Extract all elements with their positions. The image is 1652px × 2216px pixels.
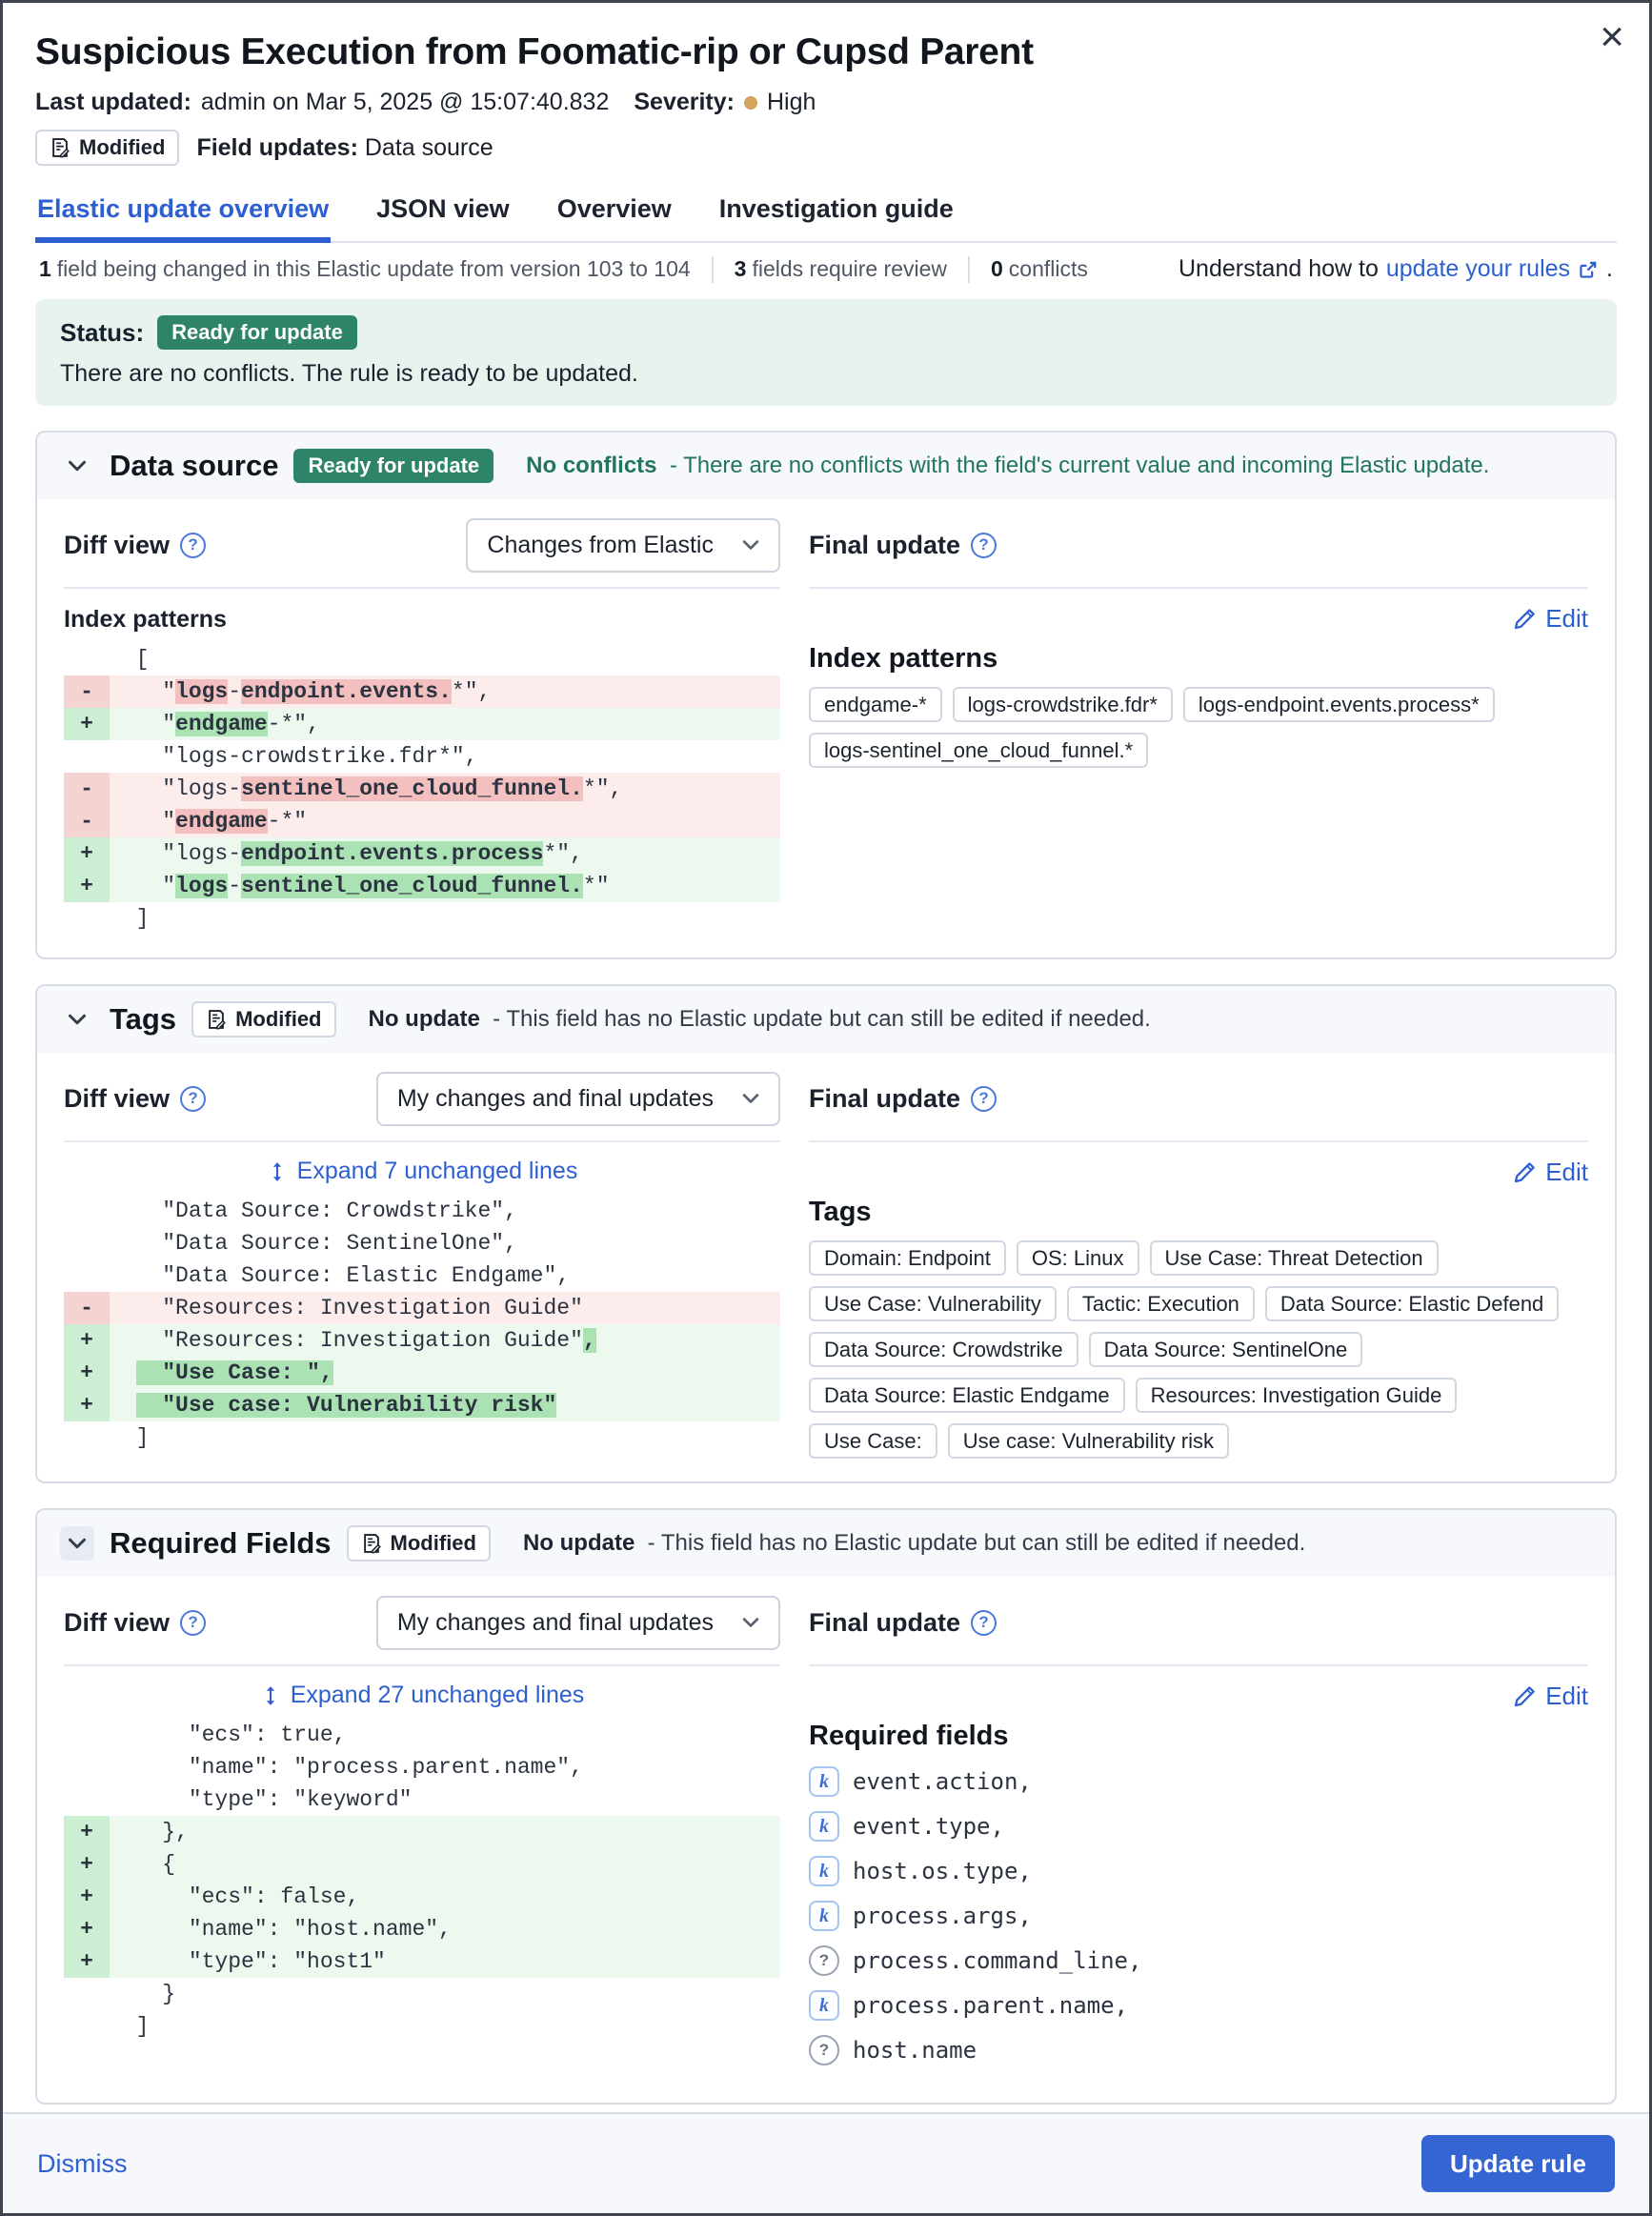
diff-column <box>64 1594 780 2080</box>
diff-line <box>64 1913 780 1945</box>
diff-view-select[interactable]: My changes and final updates <box>376 1072 780 1126</box>
update-counts <box>39 256 1088 283</box>
diff-line-text: "Data Source: Crowdstrike", <box>110 1199 517 1223</box>
status-ready-badge: Ready for update <box>157 315 357 350</box>
severity-value: High <box>766 89 816 115</box>
section-body <box>37 1053 1615 1481</box>
diff-line-text: "endgame-*" <box>110 809 308 834</box>
diff-line-text: { <box>110 1852 176 1877</box>
final-update-label: Final update ? <box>809 1084 997 1114</box>
help-icon[interactable]: ? <box>971 533 997 558</box>
tab-bar <box>35 187 1617 243</box>
diff-line-text: "Data Source: Elastic Endgame", <box>110 1263 571 1288</box>
diff-line-text: ] <box>110 1425 150 1450</box>
tag-badge: Resources: Investigation Guide <box>1136 1378 1458 1413</box>
section-header <box>37 986 1615 1053</box>
diff-view-label: Diff view ? <box>64 1084 206 1114</box>
diff-gutter-sign <box>64 1978 110 2010</box>
tag-badge: Domain: Endpoint <box>809 1240 1006 1276</box>
required-field-name: event.type, <box>853 1813 1004 1840</box>
diff-gutter-sign: + <box>64 1357 110 1389</box>
rule-badges-row <box>35 130 1617 166</box>
help-icon[interactable]: ? <box>971 1610 997 1636</box>
status-panel <box>35 299 1617 406</box>
diff-line <box>64 902 780 935</box>
section-status-text: No conflicts - There are no conflicts with the field's current value and incoming Elastic update. <box>526 453 1490 478</box>
flyout-content <box>3 3 1649 2112</box>
diff-line-text: }, <box>110 1820 189 1844</box>
diff-gutter-sign <box>64 1227 110 1259</box>
diff-line <box>64 740 780 773</box>
diff-line-text: "logs-endpoint.events.*", <box>110 679 492 704</box>
diff-line-text: "Use Case: ", <box>135 1360 333 1385</box>
diff-line-text: [ <box>110 647 150 672</box>
keyword-token-icon: k <box>809 1766 839 1797</box>
tag-badge: Tactic: Execution <box>1067 1286 1255 1321</box>
diff-line-text: "logs-crowdstrike.fdr*", <box>110 744 478 769</box>
diff-code-block <box>64 1195 780 1454</box>
diff-gutter-sign <box>64 1751 110 1783</box>
status-label: Status: <box>60 317 145 347</box>
unknown-token-icon: ? <box>809 1945 839 1976</box>
diff-line <box>64 773 780 805</box>
index-pattern-badge: logs-crowdstrike.fdr* <box>953 687 1173 722</box>
diff-column <box>64 1070 780 1459</box>
final-update-column <box>809 1070 1588 1459</box>
diff-gutter-sign <box>64 2010 110 2043</box>
separator <box>968 256 970 283</box>
document-edit-icon <box>206 1009 227 1030</box>
diff-line <box>64 643 780 675</box>
index-pattern-badge: logs-endpoint.events.process* <box>1183 687 1495 722</box>
diff-line <box>64 1881 780 1913</box>
diff-gutter-sign: - <box>64 675 110 708</box>
required-field-item <box>809 1990 1588 2021</box>
diff-gutter-sign <box>64 1783 110 1816</box>
page-title: Suspicious Execution from Foomatic-rip or Cupsd Parent <box>35 31 1034 72</box>
diff-line-text: "Resources: Investigation Guide", <box>110 1328 596 1353</box>
diff-line-text: "Use case: Vulnerability risk" <box>135 1393 557 1418</box>
modified-badge: Modified <box>191 1001 335 1037</box>
pencil-icon <box>1513 608 1536 631</box>
diff-column <box>64 516 780 935</box>
edit-button[interactable]: Edit <box>1513 604 1588 634</box>
diff-line <box>64 1195 780 1227</box>
required-field-item <box>809 1856 1588 1886</box>
required-field-item <box>809 1901 1588 1931</box>
diff-line <box>64 1324 780 1357</box>
diff-line <box>64 1848 780 1881</box>
keyword-token-icon: k <box>809 1901 839 1931</box>
diff-line <box>64 1945 780 1978</box>
expand-unchanged-link[interactable]: Expand 7 unchanged lines <box>64 1158 780 1185</box>
help-line <box>1179 255 1613 283</box>
diff-line <box>64 675 780 708</box>
chevron-down-icon <box>740 534 761 555</box>
field-sections <box>35 431 1617 2105</box>
help-icon[interactable]: ? <box>180 1086 206 1112</box>
help-icon[interactable]: ? <box>180 1610 206 1636</box>
diff-view-label: Diff view ? <box>64 531 206 560</box>
final-update-label: Final update ? <box>809 1608 997 1638</box>
keyword-token-icon: k <box>809 1990 839 2021</box>
tag-badge: Use case: Vulnerability risk <box>948 1423 1229 1459</box>
diff-line-text: "logs-sentinel_one_cloud_funnel.*" <box>110 874 610 898</box>
update-rule-button[interactable]: Update rule <box>1421 2135 1615 2192</box>
diff-code-block <box>64 1719 780 2043</box>
section-body <box>37 1577 1615 2103</box>
diff-gutter-sign: + <box>64 1913 110 1945</box>
diff-gutter-sign: + <box>64 1945 110 1978</box>
diff-gutter-sign: - <box>64 805 110 837</box>
diff-line <box>64 805 780 837</box>
required-field-name: host.os.type, <box>853 1858 1032 1884</box>
external-link-icon <box>1578 259 1599 280</box>
tag-badge: Use Case: Threat Detection <box>1150 1240 1439 1276</box>
diff-gutter-sign: + <box>64 708 110 740</box>
required-field-name: process.parent.name, <box>853 1992 1128 2019</box>
pencil-icon <box>1513 1685 1536 1708</box>
diff-view-select[interactable]: My changes and final updates <box>376 1596 780 1650</box>
diff-line <box>64 870 780 902</box>
diff-line-text: "type": "host1" <box>110 1949 386 1974</box>
update-summary-bar <box>35 243 1617 293</box>
tab-overview[interactable]: Overview <box>556 194 672 223</box>
diff-gutter-sign: + <box>64 870 110 902</box>
diff-view-label: Diff view ? <box>64 1608 206 1638</box>
diff-line <box>64 1357 780 1389</box>
field-updates-label: Field updates: <box>196 133 358 161</box>
diff-view-select[interactable]: Changes from Elastic <box>466 518 780 573</box>
tag-badge: Data Source: SentinelOne <box>1089 1332 1363 1367</box>
diff-gutter-sign: + <box>64 1881 110 1913</box>
required-field-name: event.action, <box>853 1768 1032 1795</box>
modified-badge: Modified <box>347 1525 491 1561</box>
diff-line <box>64 1751 780 1783</box>
diff-gutter-sign <box>64 1421 110 1454</box>
unknown-token-icon: ? <box>809 2035 839 2065</box>
chevron-down-icon <box>740 1088 761 1109</box>
chevron-down-icon[interactable] <box>60 1526 94 1561</box>
required-field-name: host.name <box>853 2037 977 2064</box>
diff-gutter-sign <box>64 1259 110 1292</box>
diff-gutter-sign <box>64 1195 110 1227</box>
diff-line <box>64 2010 780 2043</box>
tag-badge: Use Case: <box>809 1423 937 1459</box>
diff-gutter-sign: + <box>64 837 110 870</box>
help-icon[interactable]: ? <box>971 1086 997 1112</box>
chevron-down-icon[interactable] <box>60 1002 94 1037</box>
edit-button[interactable]: Edit <box>1513 1682 1588 1711</box>
modified-badge-label: Modified <box>79 135 166 159</box>
section-header <box>37 433 1615 499</box>
tab-investigation-guide[interactable]: Investigation guide <box>718 194 954 223</box>
diff-line-text: } <box>110 1982 176 2006</box>
diff-line-text: "name": "process.parent.name", <box>110 1755 583 1780</box>
field-section-data-source <box>35 431 1617 959</box>
diff-gutter-sign: + <box>64 1324 110 1357</box>
keyword-token-icon: k <box>809 1856 839 1886</box>
close-icon[interactable]: × <box>1600 13 1624 60</box>
badge-list <box>809 687 1588 768</box>
chevron-down-icon <box>740 1612 761 1633</box>
diff-line-text: "endgame-*", <box>110 712 320 736</box>
diff-line-text: "logs-endpoint.events.process*", <box>110 841 583 866</box>
index-pattern-badge: logs-sentinel_one_cloud_funnel.* <box>809 733 1148 768</box>
section-status-text: No update - This field has no Elastic update but can still be edited if needed. <box>522 1530 1306 1556</box>
expand-unchanged-link[interactable]: Expand 27 unchanged lines <box>64 1682 780 1709</box>
tag-badge: Data Source: Elastic Defend <box>1265 1286 1559 1321</box>
section-body <box>37 499 1615 957</box>
required-field-item <box>809 1811 1588 1842</box>
index-pattern-badge: endgame-* <box>809 687 942 722</box>
update-count: 0 conflicts <box>991 256 1088 281</box>
dismiss-button[interactable]: Dismiss <box>37 2148 128 2178</box>
diff-gutter-sign <box>64 740 110 773</box>
diff-line-text: "Resources: Investigation Guide" <box>110 1296 583 1320</box>
final-update-heading: Required fields <box>809 1721 1009 1751</box>
final-update-label: Final update ? <box>809 531 997 560</box>
required-field-name: process.args, <box>853 1903 1032 1929</box>
diff-code-block <box>64 643 780 935</box>
severity-high-dot-icon <box>744 96 757 110</box>
pencil-icon <box>1513 1161 1536 1184</box>
modified-badge <box>35 130 179 166</box>
expand-arrows-icon <box>260 1685 281 1706</box>
tag-badge: Use Case: Vulnerability <box>809 1286 1057 1321</box>
required-field-item <box>809 2035 1588 2065</box>
last-updated-value: admin on Mar 5, 2025 @ 15:07:40.832 <box>200 89 610 115</box>
diff-line-text: ] <box>110 906 150 931</box>
update-count: 1 field being changed in this Elastic update from version 103 to 104 <box>39 256 691 281</box>
section-header <box>37 1510 1615 1577</box>
section-title: Required Fields <box>110 1526 332 1560</box>
diff-line <box>64 1259 780 1292</box>
help-icon[interactable]: ? <box>180 533 206 558</box>
chevron-down-icon[interactable] <box>60 449 94 483</box>
keyword-token-icon: k <box>809 1811 839 1842</box>
severity-label: Severity: <box>634 89 735 115</box>
field-section-required-fields <box>35 1508 1617 2105</box>
diff-field-label: Index patterns <box>64 606 227 633</box>
diff-line <box>64 1816 780 1848</box>
diff-gutter-sign <box>64 902 110 935</box>
badge-list <box>809 1240 1588 1459</box>
diff-line <box>64 1719 780 1751</box>
last-updated-label: Last updated: <box>35 89 191 115</box>
diff-gutter-sign <box>64 1719 110 1751</box>
field-updates-value: Data source <box>364 133 494 161</box>
diff-line-text: "ecs": true, <box>110 1722 347 1747</box>
diff-line-text: "ecs": false, <box>110 1884 360 1909</box>
document-edit-icon <box>361 1533 382 1554</box>
edit-button[interactable]: Edit <box>1513 1158 1588 1187</box>
final-update-column <box>809 1594 1588 2080</box>
required-field-item <box>809 1766 1588 1797</box>
update-count: 3 fields require review <box>734 256 947 281</box>
diff-gutter-sign: - <box>64 1292 110 1324</box>
diff-line <box>64 708 780 740</box>
diff-gutter-sign: + <box>64 1816 110 1848</box>
diff-line <box>64 1389 780 1421</box>
tag-badge: Data Source: Elastic Endgame <box>809 1378 1125 1413</box>
final-update-heading: Tags <box>809 1197 872 1227</box>
help-suffix: . <box>1606 255 1613 282</box>
diff-gutter-sign: - <box>64 773 110 805</box>
diff-line <box>64 1292 780 1324</box>
section-title: Data source <box>110 449 279 482</box>
section-title: Tags <box>110 1002 177 1036</box>
status-message: There are no conflicts. The rule is ready to be updated. <box>60 360 638 387</box>
rule-meta <box>35 89 1617 116</box>
expand-arrows-icon <box>267 1161 288 1182</box>
diff-line-text: "type": "keyword" <box>110 1787 413 1812</box>
required-field-name: process.command_line, <box>853 1947 1142 1974</box>
diff-line <box>64 1783 780 1816</box>
required-fields-list <box>809 1766 1588 2065</box>
diff-line-text: "Data Source: SentinelOne", <box>110 1231 517 1256</box>
document-edit-icon <box>50 137 71 158</box>
tab-json-view[interactable]: JSON view <box>376 194 510 223</box>
diff-line <box>64 1978 780 2010</box>
tab-elastic-update-overview[interactable]: Elastic update overview <box>35 187 331 243</box>
diff-gutter-sign <box>64 643 110 675</box>
final-update-heading: Index patterns <box>809 643 998 674</box>
flyout-footer <box>3 2112 1649 2213</box>
section-status-text: No update - This field has no Elastic update but can still be edited if needed. <box>368 1006 1151 1032</box>
diff-line-text: "logs-sentinel_one_cloud_funnel.*", <box>110 776 623 801</box>
diff-line-text: "name": "host.name", <box>110 1917 452 1942</box>
tag-badge: OS: Linux <box>1017 1240 1139 1276</box>
diff-line <box>64 837 780 870</box>
update-your-rules-link[interactable]: update your rules <box>1385 255 1571 282</box>
diff-line <box>64 1227 780 1259</box>
diff-gutter-sign: + <box>64 1389 110 1421</box>
help-prefix: Understand how to <box>1179 255 1379 282</box>
separator <box>712 256 714 283</box>
diff-line <box>64 1421 780 1454</box>
field-section-tags <box>35 984 1617 1483</box>
tag-badge: Data Source: Crowdstrike <box>809 1332 1078 1367</box>
final-update-column <box>809 516 1588 935</box>
diff-gutter-sign: + <box>64 1848 110 1881</box>
ready-for-update-badge: Ready for update <box>293 449 494 483</box>
diff-line-text: ] <box>110 2014 150 2039</box>
required-field-item <box>809 1945 1588 1976</box>
field-updates <box>196 134 493 162</box>
